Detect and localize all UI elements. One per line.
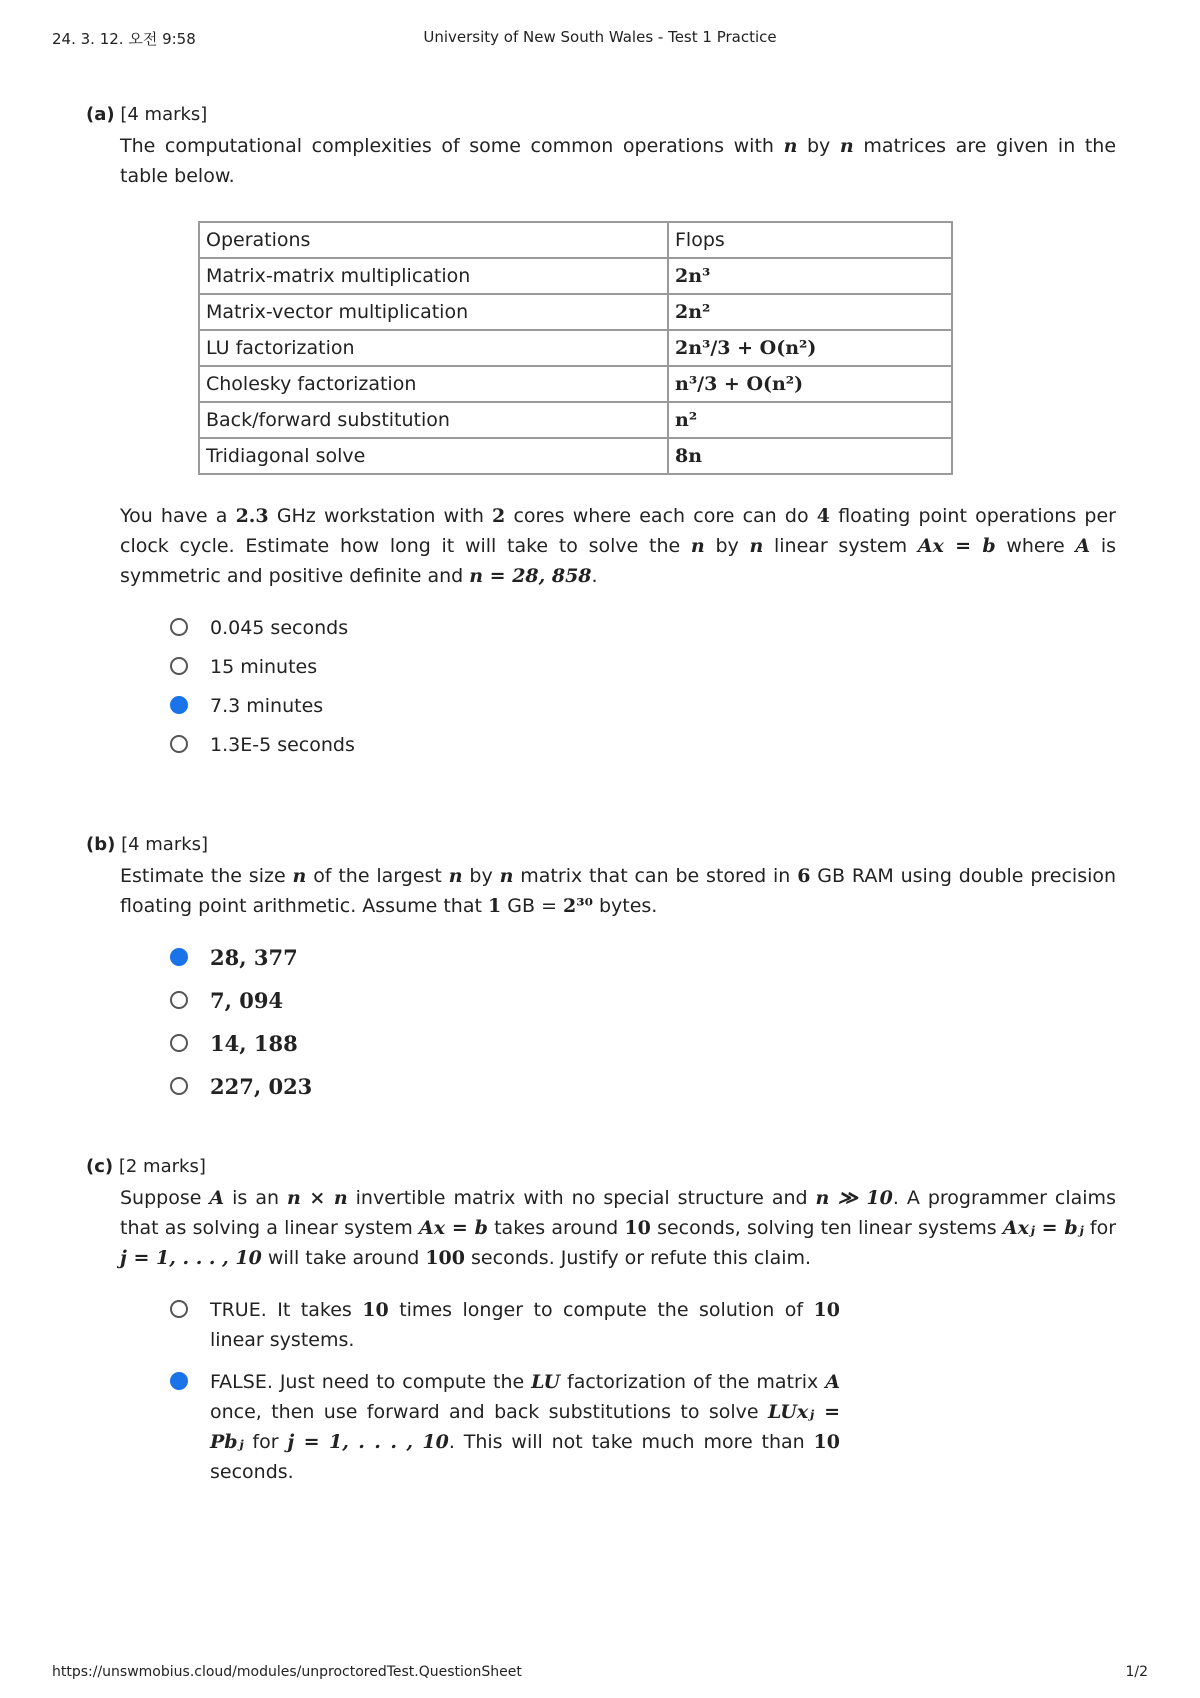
radio-button[interactable] xyxy=(170,1077,188,1095)
radio-button[interactable] xyxy=(170,1300,188,1318)
math-n: n xyxy=(690,535,705,557)
question-c-marks: [2 marks] xyxy=(118,1156,206,1177)
page-url: https://unswmobius.cloud/modules/unproctoredTest.QuestionSheet xyxy=(52,1664,522,1680)
option-a-1[interactable]: 0.045 seconds xyxy=(170,613,1116,643)
question-a xyxy=(86,104,1116,769)
table-header-flops: Flops xyxy=(668,222,952,258)
radio-button-selected[interactable] xyxy=(170,696,188,714)
math-n: n xyxy=(839,135,854,157)
table-header-operations: Operations xyxy=(199,222,668,258)
page-number: 1/2 xyxy=(1125,1664,1148,1680)
option-c-false[interactable]: FALSE. Just need to compute the LU factorization of the matrix A once, then use forward and back substitutions to solve LUxⱼ = Pbⱼ for j = 1, . . . , 10. This will not take much more than 10 seconds. xyxy=(170,1367,1116,1487)
table-row: Matrix-matrix multiplication 2n³ xyxy=(199,258,952,294)
question-c-heading xyxy=(86,1156,1116,1177)
table-row: Matrix-vector multiplication 2n² xyxy=(199,294,952,330)
option-a-4[interactable]: 1.3E-5 seconds xyxy=(170,730,1116,760)
question-b-text: Estimate the size n of the largest n by n matrix that can be stored in 6 GB RAM using double precision floating point arithmetic. Assume that 1 GB = 2³⁰ bytes. xyxy=(120,865,1117,917)
page-title: University of New South Wales - Test 1 Practice xyxy=(423,28,777,46)
math-n: n xyxy=(749,535,764,557)
question-b-options xyxy=(170,943,1116,1103)
radio-button[interactable] xyxy=(170,991,188,1009)
option-b-4[interactable]: 227, 023 xyxy=(170,1072,1116,1103)
table-row: LU factorization 2n³/3 + O(n²) xyxy=(199,330,952,366)
option-a-2[interactable]: 15 minutes xyxy=(170,652,1116,682)
radio-button-selected[interactable] xyxy=(170,948,188,966)
radio-button[interactable] xyxy=(170,1034,188,1052)
question-b-heading xyxy=(86,834,1116,855)
math-n: n xyxy=(292,865,307,887)
table-row: Back/forward substitution n² xyxy=(199,402,952,438)
question-b-label: (b) xyxy=(86,834,116,855)
question-c-text: Suppose A is an n × n invertible matrix with no special structure and n ≫ 10. A programmer claims that as solving a linear system Ax = b takes around 10 seconds, solving ten linear systems Axⱼ = bⱼ for j = 1, . . . , 10 will take around 100 seconds. Justify or refute this claim. xyxy=(120,1187,1117,1269)
radio-button[interactable] xyxy=(170,657,188,675)
math-n: n xyxy=(448,865,463,887)
complexity-table xyxy=(198,221,953,475)
math-n: n xyxy=(499,865,514,887)
question-a-marks: [4 marks] xyxy=(120,104,208,125)
table-row: Cholesky factorization n³/3 + O(n²) xyxy=(199,366,952,402)
table-header-row xyxy=(199,222,952,258)
question-c-options xyxy=(170,1295,1116,1487)
question-a-intro: The computational complexities of some common operations with n by n matrices are given in the table below. xyxy=(120,135,1117,187)
option-b-1[interactable]: 28, 377 xyxy=(170,943,1116,974)
table-row: Tridiagonal solve 8n xyxy=(199,438,952,474)
question-c-label: (c) xyxy=(86,1156,114,1177)
question-a-heading xyxy=(86,104,1116,125)
print-timestamp: 24. 3. 12. 오전 9:58 xyxy=(52,30,196,48)
radio-button[interactable] xyxy=(170,618,188,636)
math-n: n xyxy=(783,135,798,157)
option-c-true[interactable]: TRUE. It takes 10 times longer to compute the solution of 10 linear systems. xyxy=(170,1295,1116,1355)
radio-button[interactable] xyxy=(170,735,188,753)
option-b-2[interactable]: 7, 094 xyxy=(170,986,1116,1017)
question-b xyxy=(86,834,1116,1115)
question-c xyxy=(86,1156,1116,1499)
option-b-3[interactable]: 14, 188 xyxy=(170,1029,1116,1060)
option-a-3[interactable]: 7.3 minutes xyxy=(170,691,1116,721)
radio-button-selected[interactable] xyxy=(170,1372,188,1390)
question-a-label: (a) xyxy=(86,104,115,125)
question-b-marks: [4 marks] xyxy=(121,834,209,855)
question-a-options xyxy=(170,613,1116,760)
question-a-problem: You have a 2.3 GHz workstation with 2 cores where each core can do 4 floating point operations per clock cycle. Estimate how long it will take to solve the n by n linear system Ax = b where A is symmetric and positive definite and n = 28, 858. xyxy=(120,505,1117,587)
